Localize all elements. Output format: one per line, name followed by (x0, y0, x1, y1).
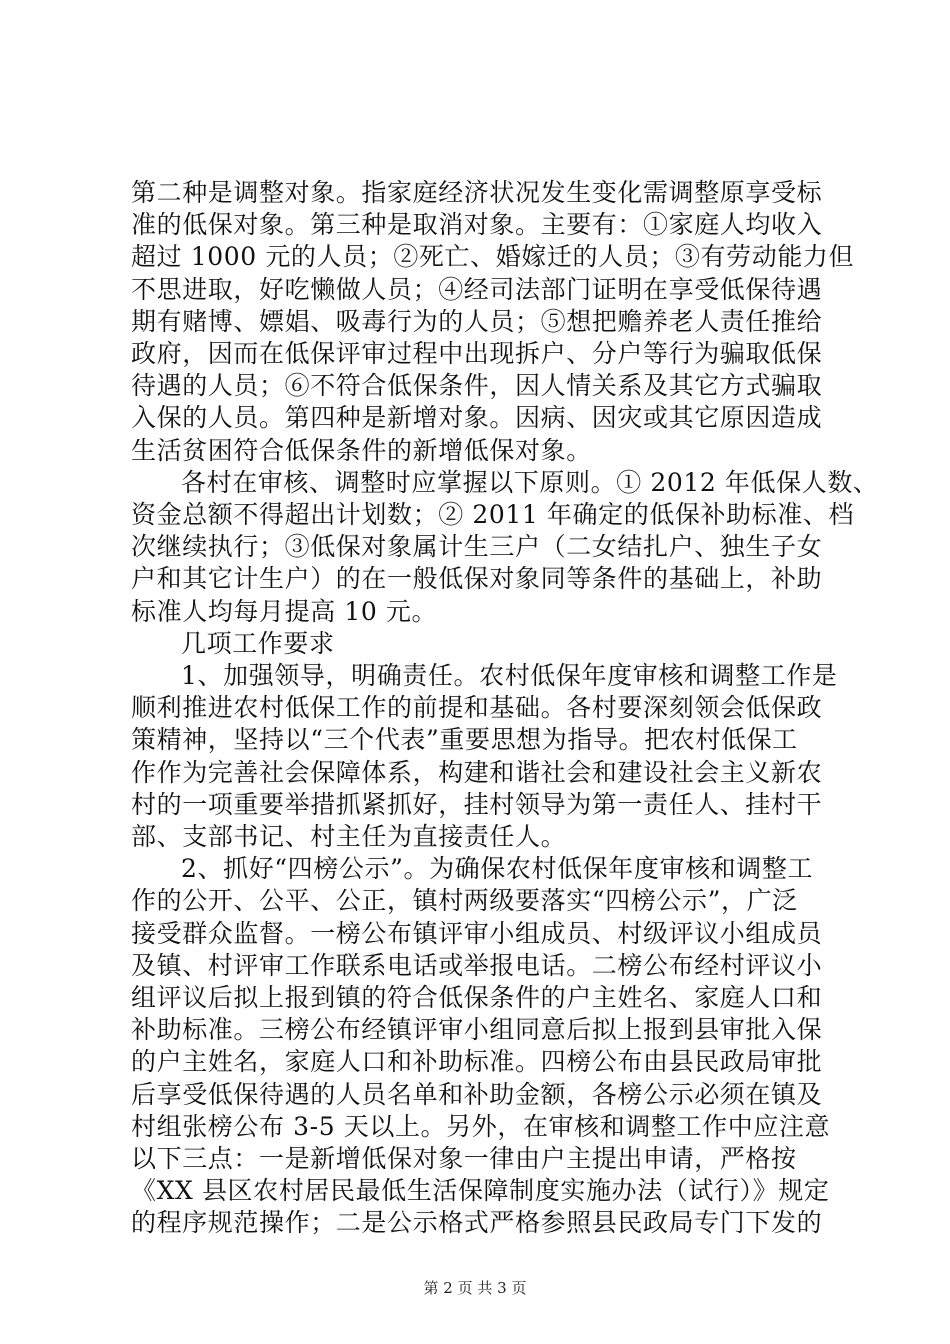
text-line: 的程序规范操作；二是公示格式严格参照县民政局专门下发的 (131, 1208, 823, 1237)
text-line: 策精神，坚持以“三个代表”重要思想为指导。把农村低保工 (131, 725, 798, 754)
text-line: 作的公开、公平、公正，镇村两级要落实“四榜公示”，广泛 (131, 886, 798, 915)
text-line: 政府，因而在低保评审过程中出现拆户、分户等行为骗取低保 (131, 339, 823, 368)
text-line: 资金总额不得超出计划数；② 2011 年确定的低保补助标准、档 (131, 500, 855, 529)
text-line: 组评议后拟上报到镇的符合低保条件的户主姓名、家庭人口和 (131, 983, 823, 1012)
text-line: 部、支部书记、村主任为直接责任人。 (131, 822, 567, 851)
paragraph-first-line: 2、抓好“四榜公示”。为确保农村低保年度审核和调整工 (181, 854, 814, 883)
text-line: 顺利推进农村低保工作的前提和基础。各村要深刻领会低保政 (131, 693, 823, 722)
text-line: 村组张榜公布 3-5 天以上。另外，在审核和调整工作中应注意 (131, 1112, 831, 1141)
text-line: 作作为完善社会保障体系，构建和谐社会和建设社会主义新农 (131, 758, 823, 787)
text-line: 标准人均每月提高 10 元。 (131, 597, 438, 626)
text-line: 后享受低保待遇的人员名单和补助金额，各榜公示必须在镇及 (131, 1080, 823, 1109)
text-line: 准的低保对象。第三种是取消对象。主要有：①家庭人均收入 (131, 210, 823, 239)
text-line: 入保的人员。第四种是新增对象。因病、因灾或其它原因造成 (131, 403, 823, 432)
text-line: 超过 1000 元的人员；②死亡、婚嫁迁的人员；③有劳动能力但 (131, 242, 855, 271)
text-line: 的户主姓名，家庭人口和补助标准。四榜公布由县民政局审批 (131, 1047, 823, 1076)
text-line: 次继续执行；③低保对象属计生三户（二女结扎户、独生子女 (131, 532, 823, 561)
text-line: 期有赌博、嫖娼、吸毒行为的人员；⑤想把赡养老人责任推给 (131, 307, 823, 336)
text-line: 接受群众监督。一榜公布镇评审小组成员、村级评议小组成员 (131, 919, 823, 948)
paragraph-first-line: 各村在审核、调整时应掌握以下原则。① 2012 年低保人数、 (181, 468, 879, 497)
section-heading: 几项工作要求 (181, 629, 335, 658)
text-line: 待遇的人员；⑥不符合低保条件，因人情关系及其它方式骗取 (131, 371, 823, 400)
text-line: 第二种是调整对象。指家庭经济状况发生变化需调整原享受标 (131, 178, 823, 207)
text-line: 不思进取，好吃懒做人员；④经司法部门证明在享受低保待遇 (131, 275, 823, 304)
text-line: 户和其它计生户）的在一般低保对象同等条件的基础上，补助 (131, 564, 823, 593)
paragraph-first-line: 1、加强领导，明确责任。农村低保年度审核和调整工作是 (181, 661, 838, 690)
text-line: 生活贫困符合低保条件的新增低保对象。 (131, 436, 592, 465)
text-line: 以下三点：一是新增低保对象一律由户主提出申请，严格按 (131, 1144, 797, 1173)
text-line: 《XX 县区农村居民最低生活保障制度实施办法（试行）》规定 (131, 1176, 830, 1205)
text-line: 及镇、村评审工作联系电话或举报电话。二榜公布经村评议小 (131, 951, 823, 980)
text-line: 村的一项重要举措抓紧抓好，挂村领导为第一责任人、挂村干 (131, 790, 823, 819)
text-line: 补助标准。三榜公布经镇评审小组同意后拟上报到县审批入保 (131, 1015, 823, 1044)
page-number: 第 2 页 共 3 页 (423, 1279, 527, 1297)
